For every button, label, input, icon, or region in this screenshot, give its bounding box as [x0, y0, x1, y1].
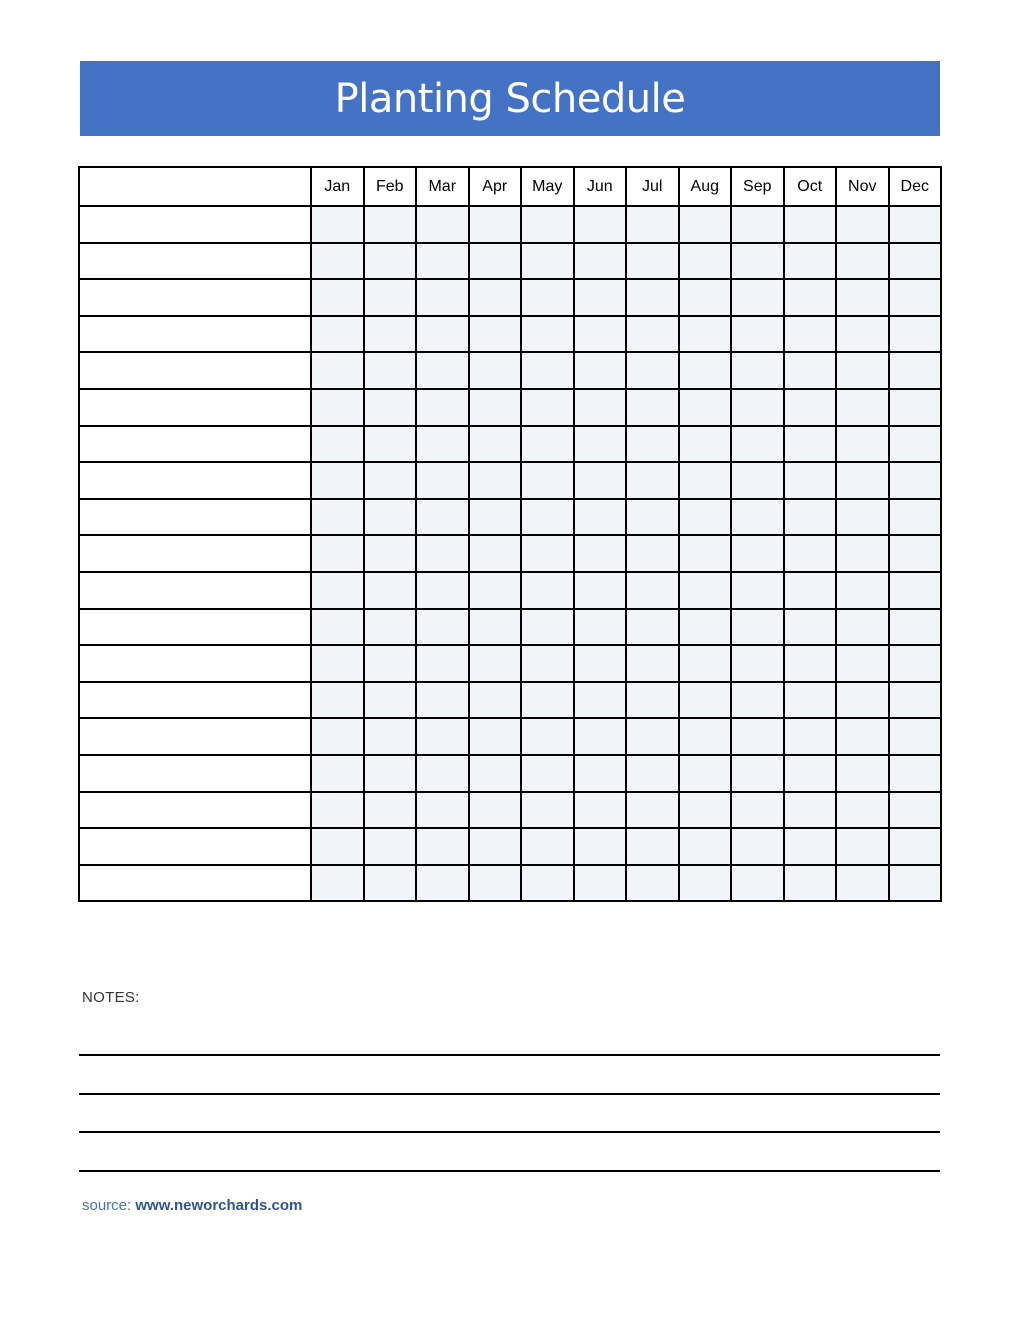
- month-cell-mar[interactable]: [416, 352, 469, 389]
- month-cell-nov[interactable]: [836, 609, 889, 646]
- month-cell-may[interactable]: [521, 682, 574, 719]
- month-cell-jul[interactable]: [626, 792, 679, 829]
- month-cell-may[interactable]: [521, 206, 574, 243]
- month-cell-feb[interactable]: [364, 645, 417, 682]
- month-cell-may[interactable]: [521, 865, 574, 902]
- month-cell-sep[interactable]: [731, 609, 784, 646]
- month-cell-feb[interactable]: [364, 206, 417, 243]
- month-cell-apr[interactable]: [469, 572, 522, 609]
- month-cell-aug[interactable]: [679, 828, 732, 865]
- month-cell-mar[interactable]: [416, 279, 469, 316]
- month-cell-apr[interactable]: [469, 718, 522, 755]
- source-link[interactable]: www.neworchards.com: [135, 1197, 303, 1214]
- month-cell-jan[interactable]: [311, 352, 364, 389]
- month-cell-jul[interactable]: [626, 535, 679, 572]
- plant-name-cell[interactable]: [79, 352, 311, 389]
- month-cell-oct[interactable]: [784, 792, 837, 829]
- month-cell-mar[interactable]: [416, 535, 469, 572]
- month-cell-jan[interactable]: [311, 499, 364, 536]
- month-cell-apr[interactable]: [469, 279, 522, 316]
- month-cell-aug[interactable]: [679, 426, 732, 463]
- month-cell-feb[interactable]: [364, 352, 417, 389]
- month-cell-nov[interactable]: [836, 352, 889, 389]
- title-banner: [80, 61, 940, 136]
- month-cell-sep[interactable]: [731, 243, 784, 280]
- month-cell-dec[interactable]: [889, 206, 942, 243]
- month-cell-jul[interactable]: [626, 426, 679, 463]
- month-cell-apr[interactable]: [469, 792, 522, 829]
- month-cell-oct[interactable]: [784, 462, 837, 499]
- month-cell-jun[interactable]: [574, 865, 627, 902]
- month-cell-aug[interactable]: [679, 279, 732, 316]
- plant-name-cell[interactable]: [79, 499, 311, 536]
- month-cell-apr[interactable]: [469, 645, 522, 682]
- month-cell-oct[interactable]: [784, 718, 837, 755]
- table-row: [79, 755, 941, 792]
- month-cell-feb[interactable]: [364, 535, 417, 572]
- month-cell-feb[interactable]: [364, 755, 417, 792]
- month-cell-sep[interactable]: [731, 206, 784, 243]
- month-cell-mar[interactable]: [416, 426, 469, 463]
- plant-name-cell[interactable]: [79, 645, 311, 682]
- month-cell-feb[interactable]: [364, 572, 417, 609]
- month-cell-jan[interactable]: [311, 609, 364, 646]
- month-cell-sep[interactable]: [731, 828, 784, 865]
- month-header-feb: Feb: [364, 167, 417, 206]
- month-cell-dec[interactable]: [889, 243, 942, 280]
- month-cell-jul[interactable]: [626, 389, 679, 426]
- month-cell-jun[interactable]: [574, 792, 627, 829]
- month-cell-jun[interactable]: [574, 828, 627, 865]
- month-cell-sep[interactable]: [731, 755, 784, 792]
- month-cell-mar[interactable]: [416, 609, 469, 646]
- table-row: [79, 316, 941, 353]
- month-cell-mar[interactable]: [416, 828, 469, 865]
- month-cell-dec[interactable]: [889, 645, 942, 682]
- month-cell-jun[interactable]: [574, 352, 627, 389]
- plant-name-cell[interactable]: [79, 609, 311, 646]
- month-cell-sep[interactable]: [731, 352, 784, 389]
- month-cell-oct[interactable]: [784, 609, 837, 646]
- month-cell-dec[interactable]: [889, 828, 942, 865]
- month-cell-oct[interactable]: [784, 535, 837, 572]
- month-cell-apr[interactable]: [469, 682, 522, 719]
- table-row: [79, 426, 941, 463]
- month-cell-oct[interactable]: [784, 755, 837, 792]
- month-cell-feb[interactable]: [364, 389, 417, 426]
- month-cell-jul[interactable]: [626, 462, 679, 499]
- month-cell-aug[interactable]: [679, 462, 732, 499]
- month-cell-may[interactable]: [521, 718, 574, 755]
- plant-name-cell[interactable]: [79, 865, 311, 902]
- month-cell-jun[interactable]: [574, 682, 627, 719]
- month-cell-nov[interactable]: [836, 865, 889, 902]
- table-row: [79, 535, 941, 572]
- month-cell-nov[interactable]: [836, 535, 889, 572]
- month-cell-jan[interactable]: [311, 718, 364, 755]
- month-cell-sep[interactable]: [731, 279, 784, 316]
- month-cell-may[interactable]: [521, 828, 574, 865]
- month-cell-apr[interactable]: [469, 755, 522, 792]
- month-cell-apr[interactable]: [469, 462, 522, 499]
- month-cell-oct[interactable]: [784, 682, 837, 719]
- month-cell-jun[interactable]: [574, 389, 627, 426]
- month-cell-jan[interactable]: [311, 316, 364, 353]
- month-header-jan: Jan: [311, 167, 364, 206]
- month-cell-aug[interactable]: [679, 865, 732, 902]
- month-cell-apr[interactable]: [469, 316, 522, 353]
- table-row: [79, 645, 941, 682]
- month-cell-mar[interactable]: [416, 243, 469, 280]
- month-cell-sep[interactable]: [731, 718, 784, 755]
- month-cell-sep[interactable]: [731, 535, 784, 572]
- table-row: [79, 462, 941, 499]
- month-cell-jun[interactable]: [574, 279, 627, 316]
- table-row: [79, 572, 941, 609]
- month-header-sep: Sep: [731, 167, 784, 206]
- notes-line[interactable]: [79, 1093, 940, 1095]
- month-cell-feb[interactable]: [364, 865, 417, 902]
- month-cell-jul[interactable]: [626, 279, 679, 316]
- month-cell-sep[interactable]: [731, 682, 784, 719]
- plant-name-cell[interactable]: [79, 682, 311, 719]
- month-cell-jul[interactable]: [626, 243, 679, 280]
- notes-line[interactable]: [79, 1131, 940, 1133]
- month-cell-sep[interactable]: [731, 316, 784, 353]
- month-cell-jun[interactable]: [574, 499, 627, 536]
- month-cell-dec[interactable]: [889, 389, 942, 426]
- month-cell-jan[interactable]: [311, 426, 364, 463]
- month-cell-apr[interactable]: [469, 426, 522, 463]
- month-cell-jul[interactable]: [626, 828, 679, 865]
- month-cell-dec[interactable]: [889, 718, 942, 755]
- month-cell-jan[interactable]: [311, 535, 364, 572]
- month-cell-aug[interactable]: [679, 243, 732, 280]
- month-cell-feb[interactable]: [364, 279, 417, 316]
- month-cell-sep[interactable]: [731, 645, 784, 682]
- month-cell-nov[interactable]: [836, 755, 889, 792]
- source-credit: [82, 1197, 302, 1214]
- month-cell-mar[interactable]: [416, 462, 469, 499]
- month-cell-oct[interactable]: [784, 389, 837, 426]
- month-cell-dec[interactable]: [889, 572, 942, 609]
- month-header-aug: Aug: [679, 167, 732, 206]
- month-cell-jul[interactable]: [626, 609, 679, 646]
- month-cell-oct[interactable]: [784, 828, 837, 865]
- page-title: Planting Schedule: [334, 75, 686, 122]
- month-cell-jan[interactable]: [311, 682, 364, 719]
- month-cell-jun[interactable]: [574, 426, 627, 463]
- month-cell-mar[interactable]: [416, 755, 469, 792]
- month-cell-jan[interactable]: [311, 645, 364, 682]
- month-cell-aug[interactable]: [679, 682, 732, 719]
- month-cell-jun[interactable]: [574, 206, 627, 243]
- month-cell-oct[interactable]: [784, 499, 837, 536]
- month-cell-nov[interactable]: [836, 682, 889, 719]
- plant-name-cell[interactable]: [79, 572, 311, 609]
- table-row: [79, 682, 941, 719]
- month-cell-oct[interactable]: [784, 243, 837, 280]
- month-cell-nov[interactable]: [836, 426, 889, 463]
- month-cell-oct[interactable]: [784, 279, 837, 316]
- month-cell-dec[interactable]: [889, 426, 942, 463]
- month-cell-nov[interactable]: [836, 499, 889, 536]
- month-cell-jul[interactable]: [626, 572, 679, 609]
- month-cell-apr[interactable]: [469, 389, 522, 426]
- month-cell-mar[interactable]: [416, 389, 469, 426]
- month-cell-dec[interactable]: [889, 865, 942, 902]
- month-cell-jun[interactable]: [574, 755, 627, 792]
- plant-name-cell[interactable]: [79, 535, 311, 572]
- table-row: [79, 279, 941, 316]
- month-cell-dec[interactable]: [889, 755, 942, 792]
- month-cell-may[interactable]: [521, 792, 574, 829]
- month-cell-jan[interactable]: [311, 865, 364, 902]
- month-cell-apr[interactable]: [469, 828, 522, 865]
- month-cell-apr[interactable]: [469, 865, 522, 902]
- month-cell-may[interactable]: [521, 316, 574, 353]
- plant-name-header: [79, 167, 311, 206]
- month-cell-sep[interactable]: [731, 462, 784, 499]
- month-cell-aug[interactable]: [679, 609, 732, 646]
- month-cell-dec[interactable]: [889, 499, 942, 536]
- table-row: [79, 389, 941, 426]
- month-cell-nov[interactable]: [836, 389, 889, 426]
- month-cell-sep[interactable]: [731, 792, 784, 829]
- notes-line[interactable]: [79, 1054, 940, 1056]
- month-cell-may[interactable]: [521, 279, 574, 316]
- month-cell-aug[interactable]: [679, 499, 732, 536]
- month-header-apr: Apr: [469, 167, 522, 206]
- month-cell-sep[interactable]: [731, 865, 784, 902]
- month-cell-nov[interactable]: [836, 316, 889, 353]
- month-cell-sep[interactable]: [731, 389, 784, 426]
- plant-name-cell[interactable]: [79, 426, 311, 463]
- month-cell-may[interactable]: [521, 352, 574, 389]
- source-label: source:: [82, 1197, 132, 1214]
- month-cell-feb[interactable]: [364, 792, 417, 829]
- notes-label: NOTES:: [82, 989, 140, 1006]
- month-cell-may[interactable]: [521, 462, 574, 499]
- table-row: [79, 609, 941, 646]
- month-cell-jan[interactable]: [311, 828, 364, 865]
- month-cell-jun[interactable]: [574, 645, 627, 682]
- month-header-nov: Nov: [836, 167, 889, 206]
- month-header-mar: Mar: [416, 167, 469, 206]
- month-cell-jan[interactable]: [311, 572, 364, 609]
- month-cell-aug[interactable]: [679, 755, 732, 792]
- month-cell-dec[interactable]: [889, 462, 942, 499]
- month-cell-apr[interactable]: [469, 499, 522, 536]
- month-cell-jun[interactable]: [574, 572, 627, 609]
- plant-name-cell[interactable]: [79, 316, 311, 353]
- month-cell-dec[interactable]: [889, 316, 942, 353]
- month-cell-oct[interactable]: [784, 206, 837, 243]
- month-cell-nov[interactable]: [836, 828, 889, 865]
- table-row: [79, 499, 941, 536]
- month-cell-mar[interactable]: [416, 718, 469, 755]
- table-row: [79, 352, 941, 389]
- month-cell-aug[interactable]: [679, 352, 732, 389]
- month-cell-may[interactable]: [521, 609, 574, 646]
- month-cell-aug[interactable]: [679, 718, 732, 755]
- month-cell-feb[interactable]: [364, 828, 417, 865]
- month-cell-mar[interactable]: [416, 206, 469, 243]
- month-header-dec: Dec: [889, 167, 942, 206]
- month-cell-dec[interactable]: [889, 682, 942, 719]
- month-cell-aug[interactable]: [679, 572, 732, 609]
- month-cell-apr[interactable]: [469, 609, 522, 646]
- month-cell-oct[interactable]: [784, 426, 837, 463]
- month-cell-apr[interactable]: [469, 352, 522, 389]
- month-cell-aug[interactable]: [679, 792, 732, 829]
- month-cell-feb[interactable]: [364, 462, 417, 499]
- month-cell-feb[interactable]: [364, 243, 417, 280]
- plant-name-cell[interactable]: [79, 828, 311, 865]
- month-cell-dec[interactable]: [889, 535, 942, 572]
- month-cell-oct[interactable]: [784, 316, 837, 353]
- month-cell-jun[interactable]: [574, 316, 627, 353]
- month-cell-jan[interactable]: [311, 462, 364, 499]
- month-cell-dec[interactable]: [889, 609, 942, 646]
- table-row: [79, 792, 941, 829]
- month-cell-may[interactable]: [521, 499, 574, 536]
- month-cell-sep[interactable]: [731, 572, 784, 609]
- month-cell-apr[interactable]: [469, 535, 522, 572]
- month-cell-oct[interactable]: [784, 865, 837, 902]
- month-cell-jan[interactable]: [311, 206, 364, 243]
- month-cell-jul[interactable]: [626, 718, 679, 755]
- month-cell-nov[interactable]: [836, 279, 889, 316]
- month-cell-feb[interactable]: [364, 426, 417, 463]
- month-header-may: May: [521, 167, 574, 206]
- month-cell-aug[interactable]: [679, 535, 732, 572]
- month-cell-jan[interactable]: [311, 389, 364, 426]
- table-row: [79, 206, 941, 243]
- plant-name-cell[interactable]: [79, 718, 311, 755]
- month-cell-apr[interactable]: [469, 243, 522, 280]
- plant-name-cell[interactable]: [79, 389, 311, 426]
- month-cell-aug[interactable]: [679, 206, 732, 243]
- month-cell-may[interactable]: [521, 572, 574, 609]
- month-cell-oct[interactable]: [784, 352, 837, 389]
- notes-line[interactable]: [79, 1170, 940, 1172]
- month-cell-oct[interactable]: [784, 645, 837, 682]
- month-cell-jan[interactable]: [311, 279, 364, 316]
- plant-name-cell[interactable]: [79, 206, 311, 243]
- month-cell-mar[interactable]: [416, 572, 469, 609]
- month-cell-apr[interactable]: [469, 206, 522, 243]
- month-cell-jun[interactable]: [574, 609, 627, 646]
- month-cell-jul[interactable]: [626, 755, 679, 792]
- month-header-jun: Jun: [574, 167, 627, 206]
- month-cell-jul[interactable]: [626, 352, 679, 389]
- month-cell-may[interactable]: [521, 426, 574, 463]
- month-cell-jun[interactable]: [574, 535, 627, 572]
- month-cell-mar[interactable]: [416, 645, 469, 682]
- planting-schedule-table: [78, 166, 942, 902]
- month-cell-jul[interactable]: [626, 682, 679, 719]
- month-cell-jun[interactable]: [574, 243, 627, 280]
- month-cell-jan[interactable]: [311, 792, 364, 829]
- table-row: [79, 828, 941, 865]
- month-cell-jul[interactable]: [626, 645, 679, 682]
- plant-name-cell[interactable]: [79, 279, 311, 316]
- month-cell-nov[interactable]: [836, 645, 889, 682]
- plant-name-cell[interactable]: [79, 755, 311, 792]
- month-cell-may[interactable]: [521, 243, 574, 280]
- month-cell-sep[interactable]: [731, 426, 784, 463]
- month-cell-mar[interactable]: [416, 792, 469, 829]
- month-cell-feb[interactable]: [364, 718, 417, 755]
- month-cell-feb[interactable]: [364, 609, 417, 646]
- month-cell-jul[interactable]: [626, 865, 679, 902]
- month-cell-nov[interactable]: [836, 462, 889, 499]
- table-header-row: [79, 167, 941, 206]
- month-cell-dec[interactable]: [889, 352, 942, 389]
- month-cell-dec[interactable]: [889, 792, 942, 829]
- month-cell-jun[interactable]: [574, 718, 627, 755]
- month-cell-feb[interactable]: [364, 316, 417, 353]
- month-cell-dec[interactable]: [889, 279, 942, 316]
- month-cell-mar[interactable]: [416, 865, 469, 902]
- month-cell-feb[interactable]: [364, 499, 417, 536]
- month-cell-nov[interactable]: [836, 718, 889, 755]
- table-row: [79, 718, 941, 755]
- month-cell-aug[interactable]: [679, 645, 732, 682]
- month-cell-jul[interactable]: [626, 206, 679, 243]
- month-cell-aug[interactable]: [679, 389, 732, 426]
- plant-name-cell[interactable]: [79, 792, 311, 829]
- month-cell-mar[interactable]: [416, 316, 469, 353]
- month-cell-nov[interactable]: [836, 572, 889, 609]
- month-cell-jul[interactable]: [626, 499, 679, 536]
- month-header-oct: Oct: [784, 167, 837, 206]
- month-cell-jun[interactable]: [574, 462, 627, 499]
- month-cell-nov[interactable]: [836, 792, 889, 829]
- month-cell-may[interactable]: [521, 535, 574, 572]
- month-cell-mar[interactable]: [416, 682, 469, 719]
- month-cell-jul[interactable]: [626, 316, 679, 353]
- month-cell-nov[interactable]: [836, 243, 889, 280]
- month-cell-mar[interactable]: [416, 499, 469, 536]
- month-cell-jan[interactable]: [311, 243, 364, 280]
- month-cell-nov[interactable]: [836, 206, 889, 243]
- month-cell-oct[interactable]: [784, 572, 837, 609]
- month-cell-may[interactable]: [521, 645, 574, 682]
- plant-name-cell[interactable]: [79, 243, 311, 280]
- month-header-jul: Jul: [626, 167, 679, 206]
- month-cell-sep[interactable]: [731, 499, 784, 536]
- month-cell-jan[interactable]: [311, 755, 364, 792]
- month-cell-may[interactable]: [521, 389, 574, 426]
- plant-name-cell[interactable]: [79, 462, 311, 499]
- table-row: [79, 243, 941, 280]
- table-row: [79, 865, 941, 902]
- month-cell-aug[interactable]: [679, 316, 732, 353]
- month-cell-feb[interactable]: [364, 682, 417, 719]
- month-cell-may[interactable]: [521, 755, 574, 792]
